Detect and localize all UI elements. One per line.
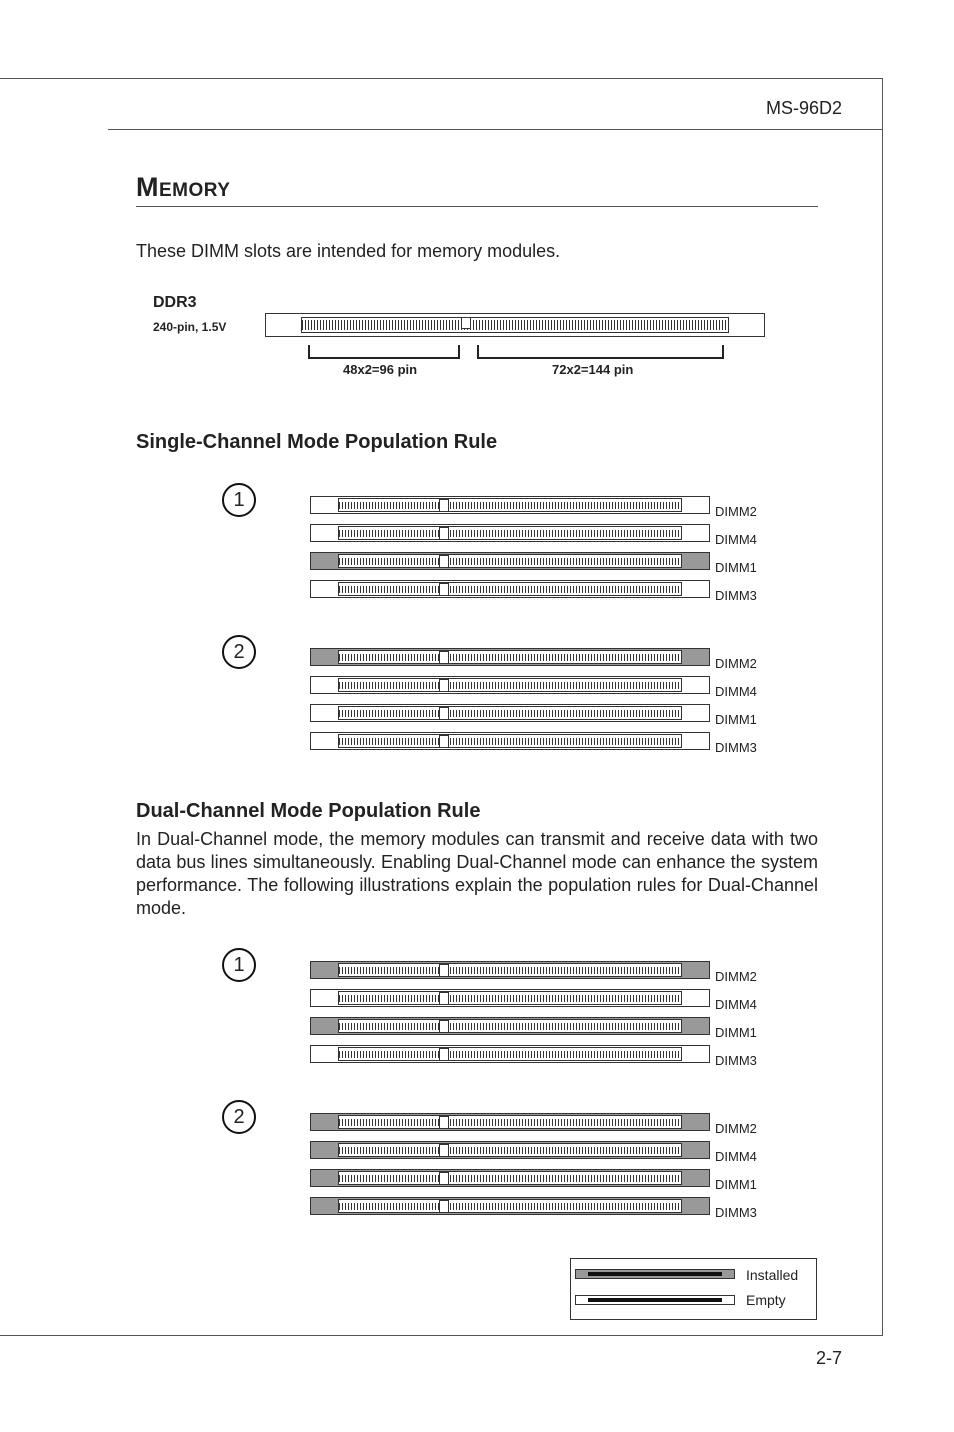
single-config-2-number-icon: 2: [222, 635, 256, 669]
model-number: MS-96D2: [766, 98, 843, 118]
dual-config-1-label-dimm2: DIMM2: [715, 969, 757, 984]
legend: [570, 1258, 817, 1320]
single-config-1-slot-dimm3: [310, 580, 710, 598]
dual-config-1-label-dimm1: DIMM1: [715, 1025, 757, 1040]
single-config-2-slot-dimm2: [310, 648, 710, 666]
dual-config-2-label-dimm3: DIMM3: [715, 1205, 757, 1220]
single-config-2-label-dimm4: DIMM4: [715, 684, 757, 699]
single-config-2-label-dimm2: DIMM2: [715, 656, 757, 671]
single-channel-heading: Single-Channel Mode Population Rule: [136, 431, 498, 453]
ddr-spec: 240-pin, 1.5V: [153, 320, 227, 334]
single-config-1-label-dimm3: DIMM3: [715, 588, 757, 603]
legend-installed-swatch: [575, 1269, 735, 1279]
dual-config-1-slot-dimm3: [310, 1045, 710, 1063]
dual-config-2-slot-dimm3: [310, 1197, 710, 1215]
dual-config-1-slot-dimm1: [310, 1017, 710, 1035]
legend-empty-swatch: [575, 1295, 735, 1305]
dual-config-1-number-icon: 1: [222, 948, 256, 982]
dual-config-2-label-dimm2: DIMM2: [715, 1121, 757, 1136]
dual-config-2-label-dimm4: DIMM4: [715, 1149, 757, 1164]
right-pin-bracket: [477, 345, 724, 359]
single-config-1-slot-dimm4: [310, 524, 710, 542]
single-config-1-label-dimm1: DIMM1: [715, 560, 757, 575]
legend-empty-label: Empty: [746, 1292, 786, 1308]
dual-config-1-label-dimm3: DIMM3: [715, 1053, 757, 1068]
header-rule: [108, 129, 883, 130]
dual-config-2-slot-dimm1: [310, 1169, 710, 1187]
dual-config-2-slot-dimm2: [310, 1113, 710, 1131]
page-title: [136, 172, 230, 203]
single-config-2-label-dimm1: DIMM1: [715, 712, 757, 727]
single-config-1-label-dimm4: DIMM4: [715, 532, 757, 547]
title-initial: M: [136, 172, 159, 202]
ddr3-slot-pins: [301, 317, 729, 333]
page-number: 2-7: [816, 1348, 843, 1368]
ddr-label: DDR3: [153, 294, 197, 311]
single-config-1-number-icon: 1: [222, 483, 256, 517]
left-pin-bracket: [308, 345, 460, 359]
single-config-2-slot-dimm3: [310, 732, 710, 750]
dual-channel-paragraph: In Dual-Channel mode, the memory modules can transmit and receive data with two data bus lines simultaneously. Enabling Dual-Channel mode can enhance the system performance. The following illustrations explain the population rules for Dual-Channel mode.: [136, 829, 818, 918]
dual-config-2-slot-dimm4: [310, 1141, 710, 1159]
intro-text: These DIMM slots are intended for memory modules.: [136, 241, 561, 261]
title-underline: [136, 206, 818, 207]
dual-config-2-number-icon: 2: [222, 1100, 256, 1134]
single-config-2-slot-dimm1: [310, 704, 710, 722]
right-pin-label: 72x2=144 pin: [552, 362, 634, 377]
ddr3-slot-key: [461, 317, 471, 329]
single-config-2-slot-dimm4: [310, 676, 710, 694]
dual-config-1-label-dimm4: DIMM4: [715, 997, 757, 1012]
single-config-2-label-dimm3: DIMM3: [715, 740, 757, 755]
legend-installed-label: Installed: [746, 1267, 799, 1283]
left-pin-label: 48x2=96 pin: [343, 362, 418, 377]
title-rest: EMORY: [159, 180, 231, 201]
single-config-1-label-dimm2: DIMM2: [715, 504, 757, 519]
ddr3-slot-diagram: [265, 313, 765, 337]
dual-config-1-slot-dimm2: [310, 961, 710, 979]
dual-config-1-slot-dimm4: [310, 989, 710, 1007]
dual-channel-heading: Dual-Channel Mode Population Rule: [136, 800, 481, 822]
top-rule: [0, 78, 883, 79]
dual-config-2-label-dimm1: DIMM1: [715, 1177, 757, 1192]
single-config-1-slot-dimm2: [310, 496, 710, 514]
right-rule: [882, 78, 883, 1336]
bottom-rule: [0, 1335, 883, 1336]
single-config-1-slot-dimm1: [310, 552, 710, 570]
